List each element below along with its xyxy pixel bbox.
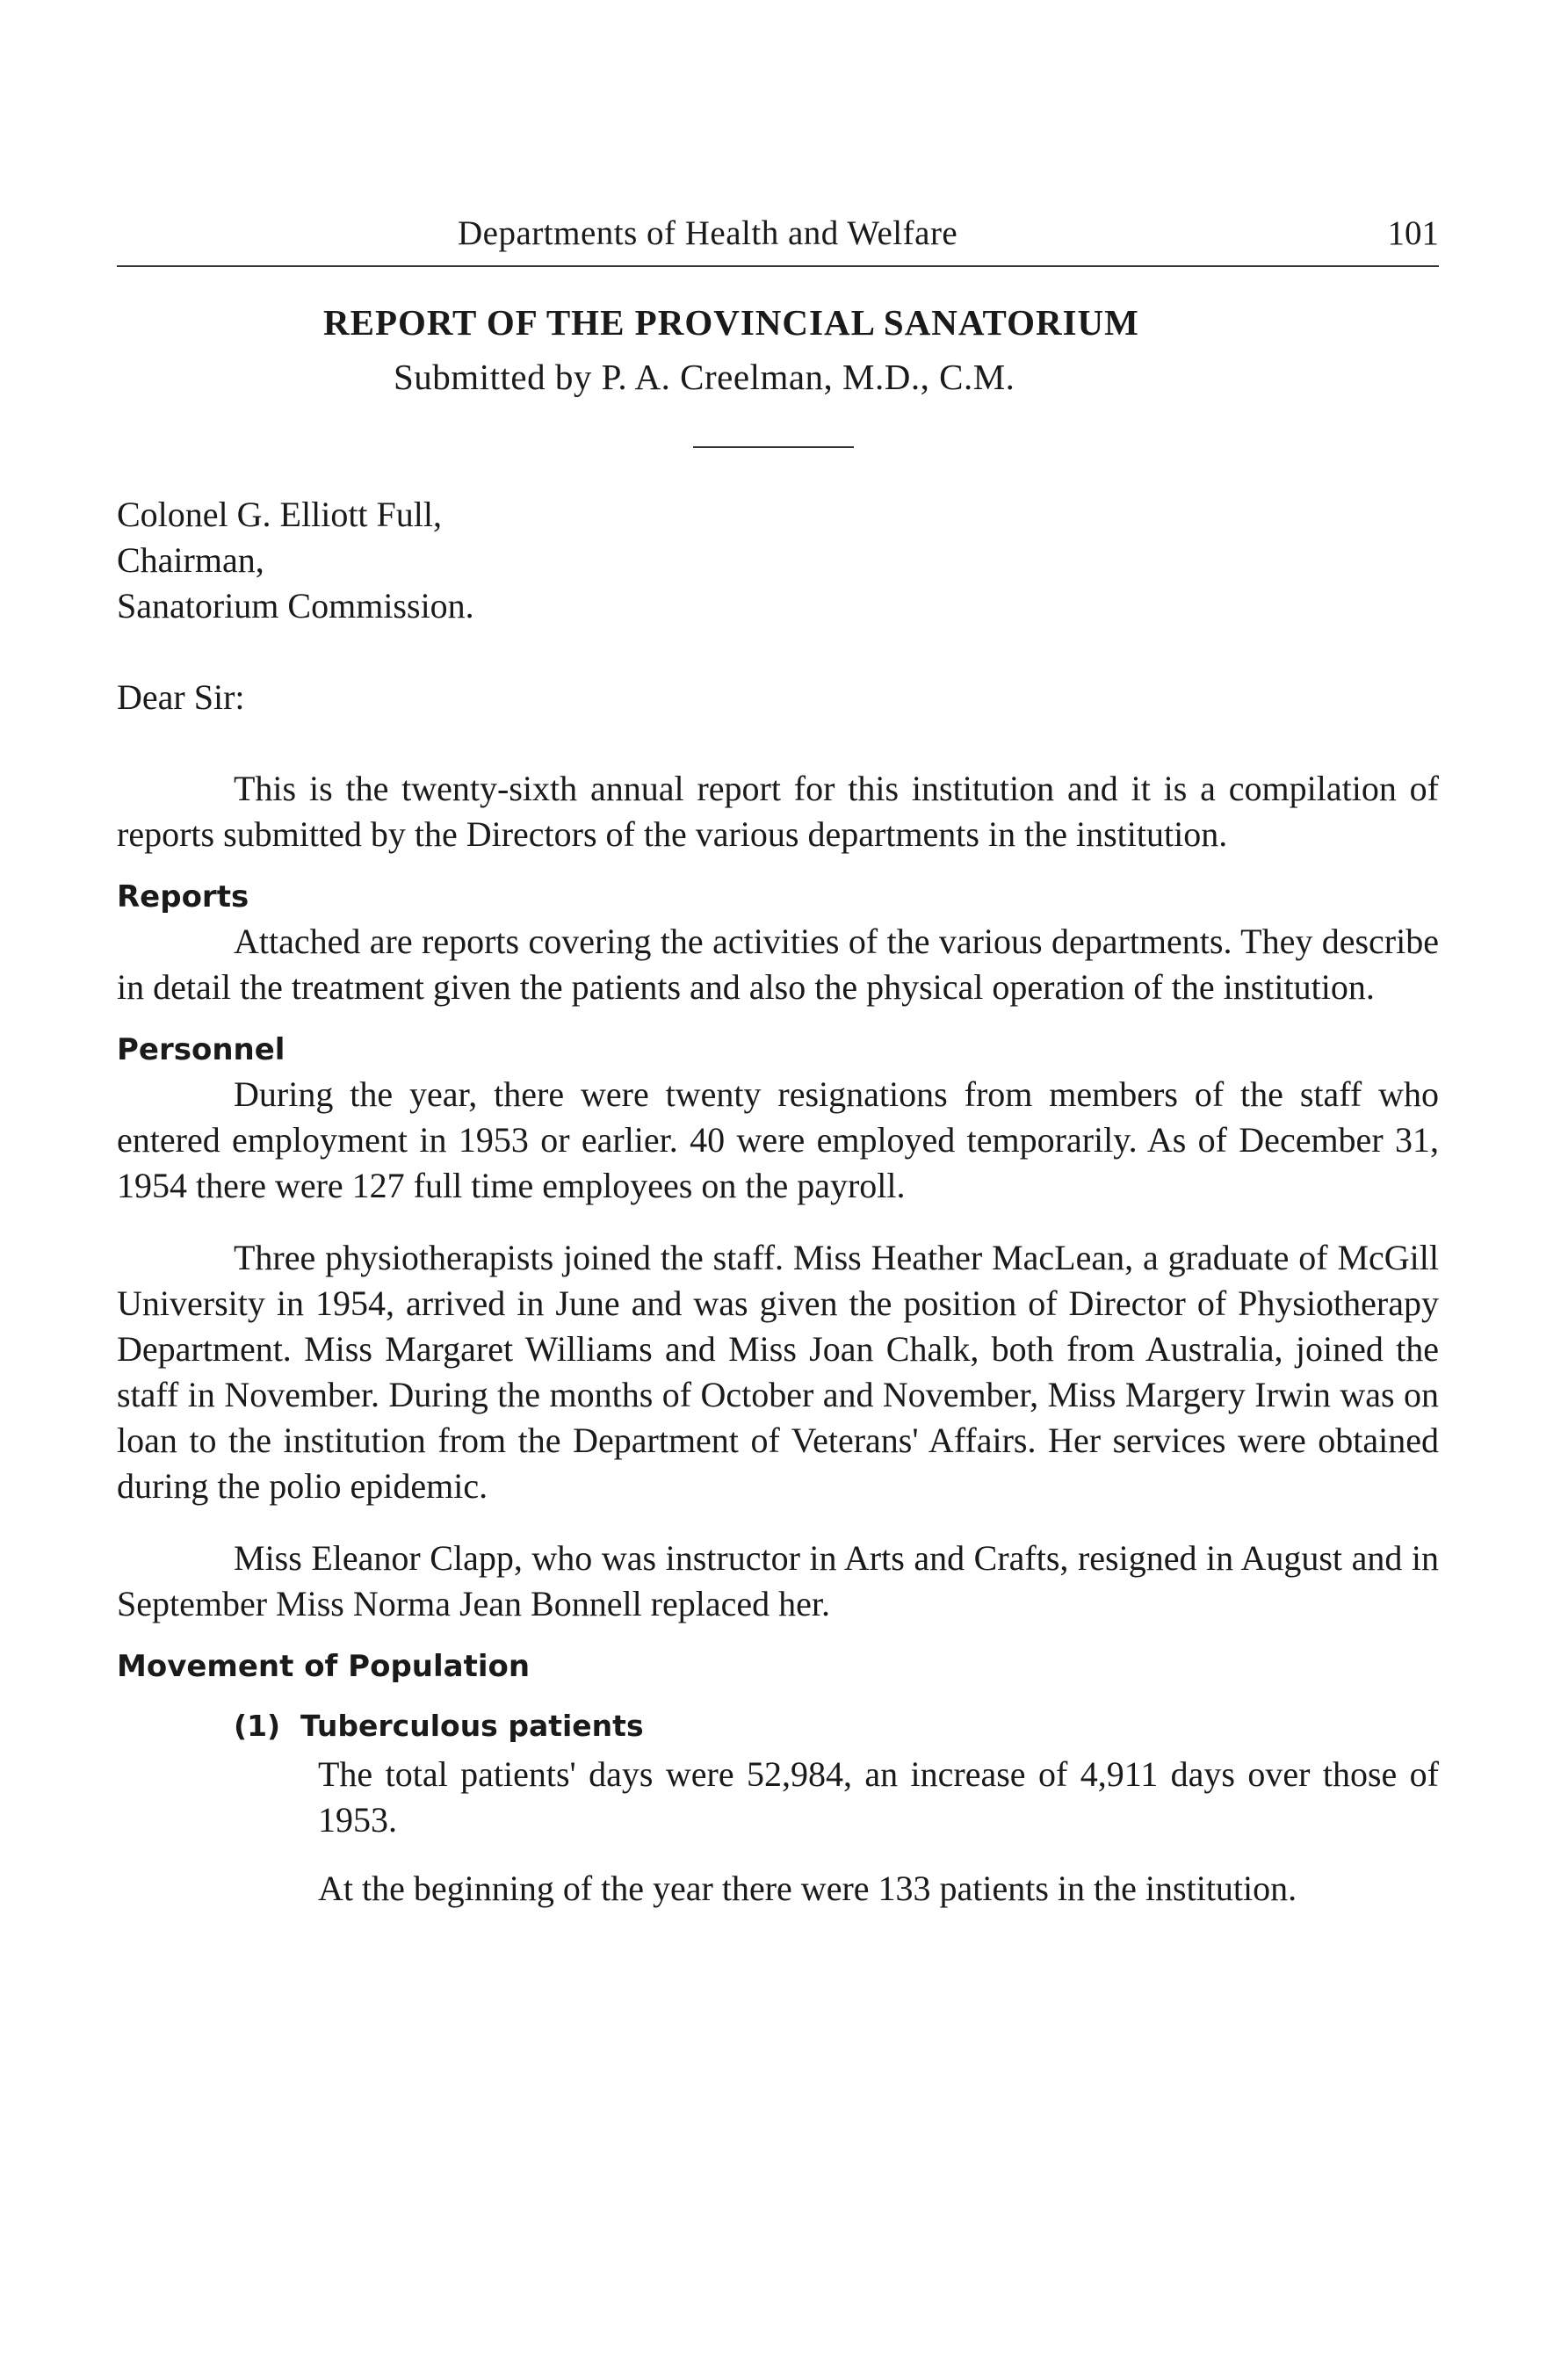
section-heading-personnel: Personnel	[117, 1032, 285, 1067]
addressee-title: Chairman,	[117, 540, 264, 580]
page-number: 101	[1387, 214, 1439, 252]
movement-paragraph-1: The total patients' days were 52,984, an increase of 4,911 days over those of 1953.	[318, 1754, 1439, 1840]
movement-paragraph-2: At the beginning of the year there were 133 patients in the institution.	[318, 1869, 1297, 1908]
letter-body	[117, 492, 1439, 1912]
running-header	[117, 213, 1439, 266]
subsection-number: (1)	[234, 1709, 281, 1743]
title-divider	[693, 446, 854, 448]
subsection-heading-tuberculous	[117, 1704, 1439, 1748]
reports-paragraph: Attached are reports covering the activities of the various departments. They describe in detail the treatment given the patients and also the physical operation of the institution.	[117, 922, 1439, 1007]
section-heading-reports: Reports	[117, 879, 249, 915]
personnel-paragraph-3: Miss Eleanor Clapp, who was instructor in Arts and Crafts, resigned in August and in September Miss Norma Jean Bonnell replaced her.	[117, 1538, 1439, 1623]
report-subtitle: Submitted by P. A. Creelman, M.D., C.M.	[394, 357, 1015, 397]
personnel-paragraph-2: Three physiotherapists joined the staff. Miss Heather MacLean, a graduate of McGill University in 1954, arrived in June and was given the position of Director of Physiotherapy Department. Miss Margaret Williams and Miss Joan Chalk, both from Australia, joined the staff in November. During the months of October and November, Miss Margery Irwin was on loan to the institution from the Department of Veterans' Affairs. Her services were obtained during the polio epidemic.	[117, 1238, 1439, 1506]
header-rule	[117, 265, 1439, 267]
report-title: REPORT OF THE PROVINCIAL SANATORIUM	[323, 302, 1139, 343]
subsection-title: Tuberculous patients	[300, 1709, 644, 1743]
intro-paragraph: This is the twenty-sixth annual report for this institution and it is a compilation of reports submitted by the Directors of the various departments in the institution.	[117, 769, 1439, 854]
addressee-name: Colonel G. Elliott Full,	[117, 495, 443, 534]
running-title: Departments of Health and Welfare	[458, 214, 958, 252]
personnel-paragraph-1: During the year, there were twenty resignations from members of the staff who entered employment in 1953 or earlier. 40 were employed temporarily. As of December 31, 1954 there were 127 full time employees on the payroll.	[117, 1074, 1439, 1205]
section-heading-movement: Movement of Population	[117, 1649, 531, 1684]
addressee-organization: Sanatorium Commission.	[117, 586, 474, 625]
salutation: Dear Sir:	[117, 677, 245, 717]
addressee-block	[117, 492, 1439, 629]
